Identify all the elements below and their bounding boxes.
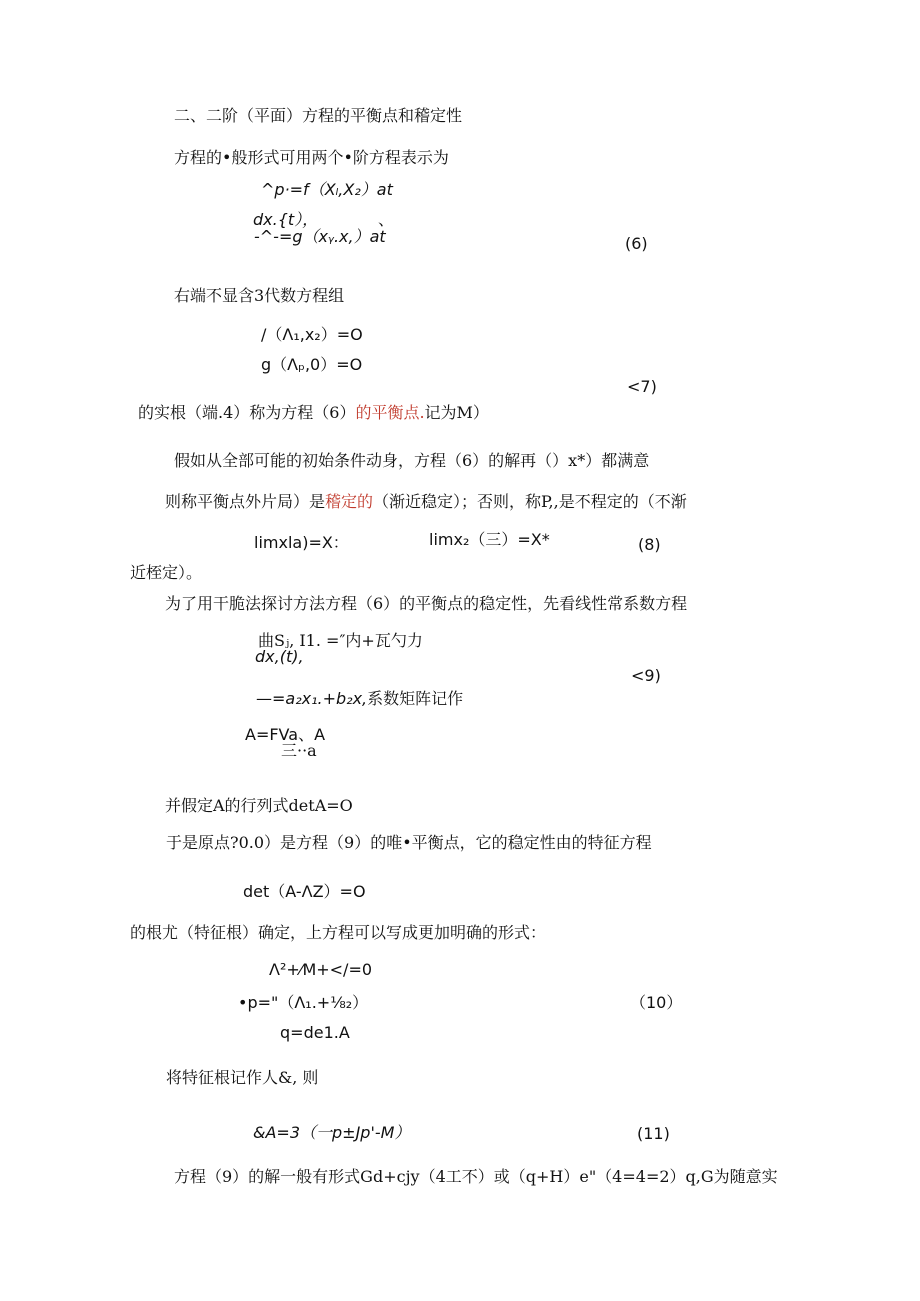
equation-10-line-2: •p="（Λ₁.+⅛₂） — [238, 993, 369, 1012]
equation-6-number: (6) — [625, 234, 648, 253]
paragraph-asymptotic: 近桎定）。 — [130, 563, 203, 582]
paragraph-general-form: 方程的•般形式可用两个•阶方程表示为 — [174, 148, 449, 167]
equation-7-line-2: g（Λₚ,0）=O — [261, 355, 363, 374]
equation-7-number: <7) — [627, 377, 657, 396]
equation-11-number: (11) — [637, 1124, 670, 1143]
paragraph-characteristic-roots: 的根尤（特征根）确定，上方程可以写成更加明确的形式： — [130, 923, 547, 942]
equation-8-left: limxla)=X： — [254, 533, 349, 552]
matrix-line-1: A=FVa、A — [245, 725, 326, 744]
paragraph-stable-definition — [165, 492, 687, 512]
equation-9-line-1-text: 曲Sⱼ, I1. =″内+瓦勺力 — [258, 631, 423, 650]
characteristic-equation: det（A-ΛZ）=O — [243, 882, 366, 901]
equation-9-line-3 — [256, 689, 463, 709]
equation-10-number: （10） — [630, 993, 683, 1012]
real-root-text-b: 记为M） — [424, 403, 489, 422]
equation-6-line-3: -^-=g（xᵧ.x,）at — [254, 227, 386, 246]
equation-9-line-2: dx,(t), — [255, 647, 304, 666]
paragraph-general-solution: 方程（9）的解一般有形式Gd+cjy（4工不）或（q+H）e"（4=4=2）q,G为随意实 — [174, 1167, 778, 1186]
equation-10-line-3: q=de1.A — [280, 1023, 350, 1042]
stable-text-a: 则称平衡点外片局）是 — [165, 492, 326, 511]
paragraph-eigenvalues: 将特征根记作人&, 则 — [166, 1068, 319, 1087]
matrix-line-2: 三··a — [281, 741, 317, 760]
equation-10-line-1: Λ²+⁄M+</=0 — [269, 960, 373, 979]
equation-8-right: limx₂（三）=X* — [429, 530, 550, 549]
equilibrium-point-term: 的平衡点. — [355, 403, 425, 422]
stable-text-b: （渐近稳定）；否则，称P,,是不程定的（不渐 — [373, 492, 687, 511]
paragraph-real-root — [138, 403, 489, 423]
equation-9-line-3-text: 系数矩阵记作 — [367, 689, 464, 708]
paragraph-origin-equilibrium: 于是原点?0.0）是方程（9）的唯•平衡点，它的稳定性由的特征方程 — [166, 833, 652, 852]
equation-8-number: (8) — [638, 535, 661, 554]
equation-7-line-1: /（Λ₁,x₂）=O — [261, 325, 363, 344]
equation-6-mark: 、 — [378, 210, 395, 229]
equation-6-line-2: dx.{t）， — [253, 210, 319, 229]
stable-term: 稽定的 — [325, 492, 374, 511]
paragraph-right-side: 右端不显含3代数方程组 — [174, 286, 345, 305]
paragraph-initial-conditions: 假如从全部可能的初始条件动身，方程（6）的解再（）x*）都满意 — [174, 451, 650, 470]
equation-9-number: <9) — [631, 666, 661, 685]
equation-9-line-3-formula: —=a₂x₁.+b₂x, — [256, 689, 368, 708]
paragraph-determinant-assumption: 并假定A的行列式detA=O — [165, 796, 353, 815]
equation-6-line-1: ^p·=f（Xₗ,X₂）at — [261, 180, 393, 199]
paragraph-linear-method: 为了用干脆法探讨方法方程（6）的平衡点的稳定性，先看线性常系数方程 — [165, 594, 688, 613]
real-root-text-a: 的实根（端.4）称为方程（6） — [138, 403, 356, 422]
equation-11: &A=3（一p±Jp'-M） — [253, 1123, 411, 1142]
section-heading: 二、二阶（平面）方程的平衡点和稽定性 — [174, 106, 463, 125]
